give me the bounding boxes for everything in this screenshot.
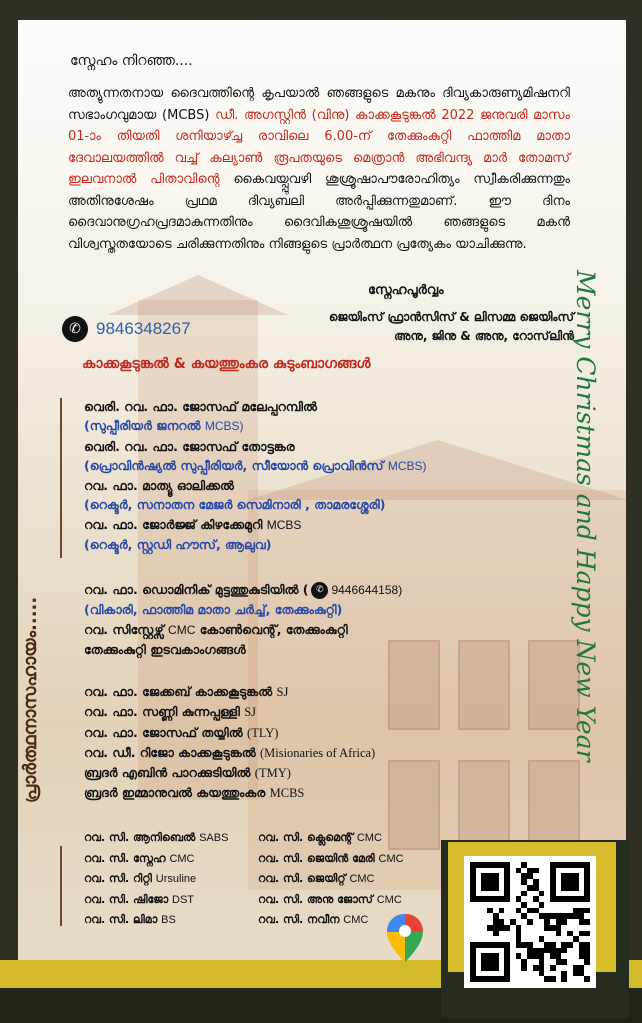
body-part-2-highlight: ഡീ. അഗസ്റ്റിൻ (വിനു) കാക്കകൂടുങ്കൽ 2022 ജനുവരി മാസം 01-ാം തിയതി ശനിയാഴ്ച്ച രാവിലെ 6.00-ന് തേക്കുംകുറ്റി ഫാത്തിമ മാതാ ദേവാലയത്തിൽ വച്ച് കല്യാൺ രൂപതയുടെ മെത്രാൻ അഭിവന്ദ്യ മാർ തോമസ് ഇലവനാൽ പിതാവിന്റെ [68,107,570,187]
families-heading: കാക്കകൂടുങ്കൽ & കയത്തുംകര കുടുംബാഗങ്ങൾ [82,356,371,372]
vicar-role: (വികാരി, ഫാത്തിമ മാതാ ചർച്ച്, തേക്കുംകുറ്റി) [84,602,343,618]
nun-name: റവ. സി. ജെയിൻ മേരി [258,851,379,865]
nuns-list-left [84,828,228,931]
relative-name: റവ. ഫാ. ജേക്കബ് കാക്കകൂടുങ്കൽ [84,684,277,699]
clergy-role-text: (പ്രൊവിൻഷ്യൽ സുപ്പീരിയർ, സീയോൻ പ്രൊവിൻസ് [84,457,388,473]
nun-name: റവ. സി. ലിമാ [84,913,162,926]
vicar-name [84,580,402,600]
clergy-name: വെരി. റവ. ഫാ. ജോസഫ് മലേപ്പറമ്പിൽ [84,399,317,414]
relative-tag: (TMY) [254,766,291,781]
qr-module [584,976,590,982]
clergy-list [84,397,427,554]
nun-tag: BS [161,914,176,926]
relative-item [84,723,375,743]
relative-item [84,682,375,702]
nun-name: റവ. സി. ഷിജോ [84,892,173,906]
clergy-role [84,456,427,476]
nun-item [258,890,404,911]
nun-tag: CMC [343,914,369,926]
divider-line [60,398,62,558]
relative-item [84,763,375,783]
nun-tag: CMC [169,852,195,865]
clergy-name [84,515,427,535]
nun-tag: SABS [199,832,229,844]
nun-name: റവ. സി. ആനിബെൽ [84,831,200,844]
nun-item [258,828,404,849]
nun-name: റവ. സി. സ്നേഹ [84,851,170,865]
clergy-name: വെരി. റവ. ഫാ. ജോസഫ് തോട്ടങ്കര [84,438,295,454]
relative-item [84,743,375,763]
church-window-bg [458,760,510,850]
relative-name: ബ്രദർ ഇമ്മാനുവൽ കയത്തുംകര [84,785,270,801]
signoff-title: സ്നേഹപൂർവ്വം [368,283,444,298]
body-part-3: കൈവയ്പ്പുവഴി ശുശ്രൂഷാപൗരോഹിത്യം സ്വീകരിക്കുന്നതും അതിനുശേഷം പ്രഥമ ദിവ്യബലി അർപ്പിക്കുന്നതുമാണ്. ഈ ദിനം ദൈവാനുഗ്രഹപ്രദമാകുന്നതിനും ദൈവികശുശ്രൂഷയിൽ ഞങ്ങളുടെ മകൻ വിശ്വസ്തതയോടെ ചരിക്കുന്നതിനും നിങ്ങളുടെ പ്രാർത്ഥന പ്രത്യേകം യാചിക്കുന്നു. [68,172,570,252]
nun-tag: DST [172,893,195,906]
phone-number[interactable]: 9846348267 [96,319,191,338]
clergy-role-text: (സുപ്പീരിയർ ജനറൽ [84,418,205,434]
nun-item [84,869,228,890]
nun-name: റവ. സി. ജെയിറ്റ് [258,872,350,885]
nun-item [84,890,228,911]
vicar-name-text: റവ. ഫാ. ഡൊമിനിക് മുട്ടത്തുകുടിയിൽ ( [84,582,309,597]
clergy-name: റവ. ഫാ. മാത്യൂ ഓലിക്കൽ [84,478,234,494]
clergy-role-tag: MCBS) [387,458,427,473]
relative-tag: (Misionaries of Africa) [259,745,376,760]
invitation-body [68,83,570,255]
nuns-list-right [258,828,404,931]
relative-item [84,702,375,722]
clergy-role: (റെക്ടർ, സനാതന മേജർ സെമിനാരി , താമരശ്ശേരി) [84,497,386,513]
relative-tag: (TLY) [247,725,279,740]
nun-tag: CMC [378,852,404,865]
nun-name: റവ. സി. ക്ലെമെന്റ് [258,831,357,844]
nun-tag: CMC [356,832,382,844]
phone-icon: ✆ [62,316,88,342]
relative-name: റവ. ഫാ. സണ്ണി കുന്നപ്പള്ളി [84,704,245,720]
nun-tag: CMC [349,873,375,885]
relatives-list [84,682,375,804]
nun-name: റവ. സി. അനു ജോസ് [258,892,377,906]
nun-item [84,849,228,870]
qr-code-pattern [470,862,590,982]
nun-tag: Ursuline [155,873,197,885]
relative-tag: SJ [276,685,289,699]
body-part-1: അത്യുന്നതനായ ദൈവത്തിന്റെ കൃപയാൽ ഞങ്ങളുടെ മകനും ദിവ്യകാരുണ്യമിഷനറി സഭാംഗവുമായ (MCBS) [68,86,570,123]
signoff-line-2: അനു, ജിനു & അനു, റോസ്‌ലിൻ [394,329,574,343]
nun-item [258,869,404,890]
clergy-role-tag: MCBS) [204,419,244,434]
phone-contact[interactable] [62,316,191,342]
phone-icon: ✆ [311,582,328,599]
relative-tag: MCBS [269,786,305,801]
signoff-line-1: ജെയിംസ് ഫ്രാൻസിസ് & ലിസമ്മ ജെയിംസ് [328,310,574,324]
relative-name: റവ. ഫാ. ജോസഫ് തയ്യിൽ [84,724,248,740]
greeting-script-vertical: Merry Christmas and Happy New Year [571,270,600,762]
nun-item [84,910,228,931]
sisters-convent [84,620,402,640]
signoff-names [312,308,574,346]
sisters-text: റവ. സിസ്റ്റേഴ്സ് [84,621,169,637]
relative-item [84,783,375,803]
clergy-role: (റെക്ടർ, സ്റ്റഡി ഹൗസ്, ആലുവ) [84,537,272,553]
nun-item [258,910,404,931]
clergy-role [84,416,427,436]
vicar-phone[interactable]: 9446644158) [331,583,403,597]
parish-list [84,580,402,659]
qr-code[interactable] [464,856,596,988]
prayer-request-vertical-title: പ്രാർത്ഥനാസഹായം..... [20,596,41,804]
nun-name: റവ. സി. റിറ്റി [84,872,156,885]
relative-tag: SJ [244,705,257,720]
sisters-rest: കോൺവെന്റ്, തേക്കുംകുറ്റി [195,621,348,637]
church-window-bg [458,640,510,730]
nun-item [258,849,404,870]
nun-tag: CMC [376,893,402,906]
google-maps-icon[interactable] [385,912,425,964]
greeting: സ്നേഹം നിറഞ്ഞ.... [70,53,193,69]
relative-name: ബ്രദർ എബിൻ പാറക്കുടിയിൽ [84,765,255,781]
clergy-name-tag: MCBS [266,517,302,532]
clergy-name-text: റവ. ഫാ. ജോർജ്ജ് കിഴക്കേമുറി [84,516,267,532]
sisters-tag: CMC [168,622,196,637]
nun-name: റവ. സി. നവീന [258,913,344,926]
divider-line [60,846,62,926]
relative-name: റവ. ഡീ. റിജോ കാക്കകൂടുങ്കൽ [84,744,260,760]
nun-item [84,828,228,849]
parishioners: തേക്കുംകുറ്റി ഇടവകാംഗങ്ങൾ [84,641,246,657]
